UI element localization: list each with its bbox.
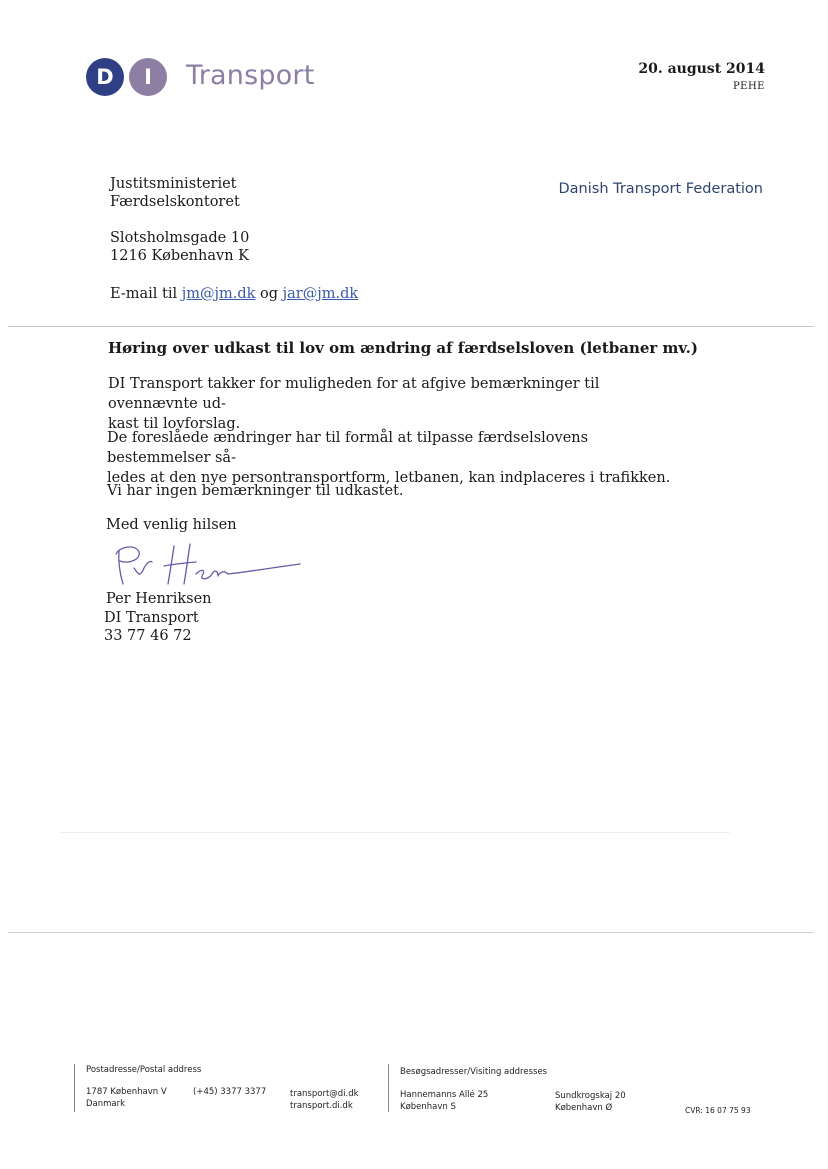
visiting-address-1-city: København S [400, 1102, 456, 1112]
paragraph-1-line-2: kast til lovforslag. [108, 416, 241, 432]
recipient-city: 1216 København K [110, 248, 249, 264]
visiting-label: Besøgsadresser/Visiting addresses [400, 1067, 548, 1077]
footer-web[interactable]: transport.di.dk [290, 1101, 353, 1111]
footer-bar-left [74, 1064, 75, 1112]
visiting-address-2-street: Sundkrogskaj 20 [555, 1091, 626, 1101]
paragraph-1 [108, 374, 688, 434]
postal-country: Danmark [86, 1099, 126, 1109]
footer-bar-right [388, 1064, 389, 1112]
sender-organisation: DI Transport [104, 610, 199, 626]
paragraph-3: Vi har ingen bemærkninger til udkastet. [107, 483, 404, 499]
visiting-address-1-street: Hannemanns Allé 25 [400, 1090, 489, 1100]
email-link-jm[interactable]: jm@jm.dk [181, 286, 256, 302]
recipient-department: Færdselskontoret [110, 194, 240, 210]
footer-phone: (+45) 3377 3377 [193, 1087, 267, 1097]
sender-name: Per Henriksen [106, 591, 212, 607]
handwritten-signature [106, 538, 306, 590]
header-divider [8, 326, 814, 327]
letter-date: 20. august 2014 [638, 61, 765, 77]
recipient-name: Justitsministeriet [110, 176, 237, 192]
paragraph-2-line-2: ledes at den nye persontransportform, letbanen, kan indplaceres i trafikken. [107, 470, 671, 486]
postal-label: Postadresse/Postal address [86, 1065, 202, 1075]
email-prefix: E-mail til [110, 286, 178, 302]
faint-divider [60, 832, 730, 833]
sender-phone: 33 77 46 72 [104, 628, 192, 644]
logo-wordmark: Transport [186, 60, 315, 91]
letter-subject: Høring over udkast til lov om ændring af færdselsloven (letbaner mv.) [108, 339, 698, 357]
recipient-street: Slotsholmsgade 10 [110, 230, 250, 246]
cvr-number: CVR: 16 07 75 93 [685, 1106, 751, 1115]
visiting-address-2-city: København Ø [555, 1103, 613, 1113]
reference-initials: PEHE [732, 81, 765, 92]
federation-name: Danish Transport Federation [558, 181, 763, 197]
email-line [110, 285, 358, 303]
footer-email[interactable]: transport@di.dk [290, 1089, 359, 1099]
email-link-jar[interactable]: jar@jm.dk [282, 286, 359, 302]
email-join: og [260, 286, 279, 302]
postal-city: 1787 København V [86, 1087, 167, 1097]
paragraph-2 [107, 428, 687, 488]
paragraph-2-line-1: De foreslåede ændringer har til formål at tilpasse færdselslovens bestemmelser så- [107, 430, 589, 466]
logo-i-circle: I [129, 58, 167, 96]
footer-divider [8, 932, 814, 933]
closing: Med venlig hilsen [106, 517, 237, 533]
logo-d-circle: D [86, 58, 124, 96]
paragraph-1-line-1: DI Transport takker for muligheden for at afgive bemærkninger til ovennævnte ud- [108, 376, 600, 412]
